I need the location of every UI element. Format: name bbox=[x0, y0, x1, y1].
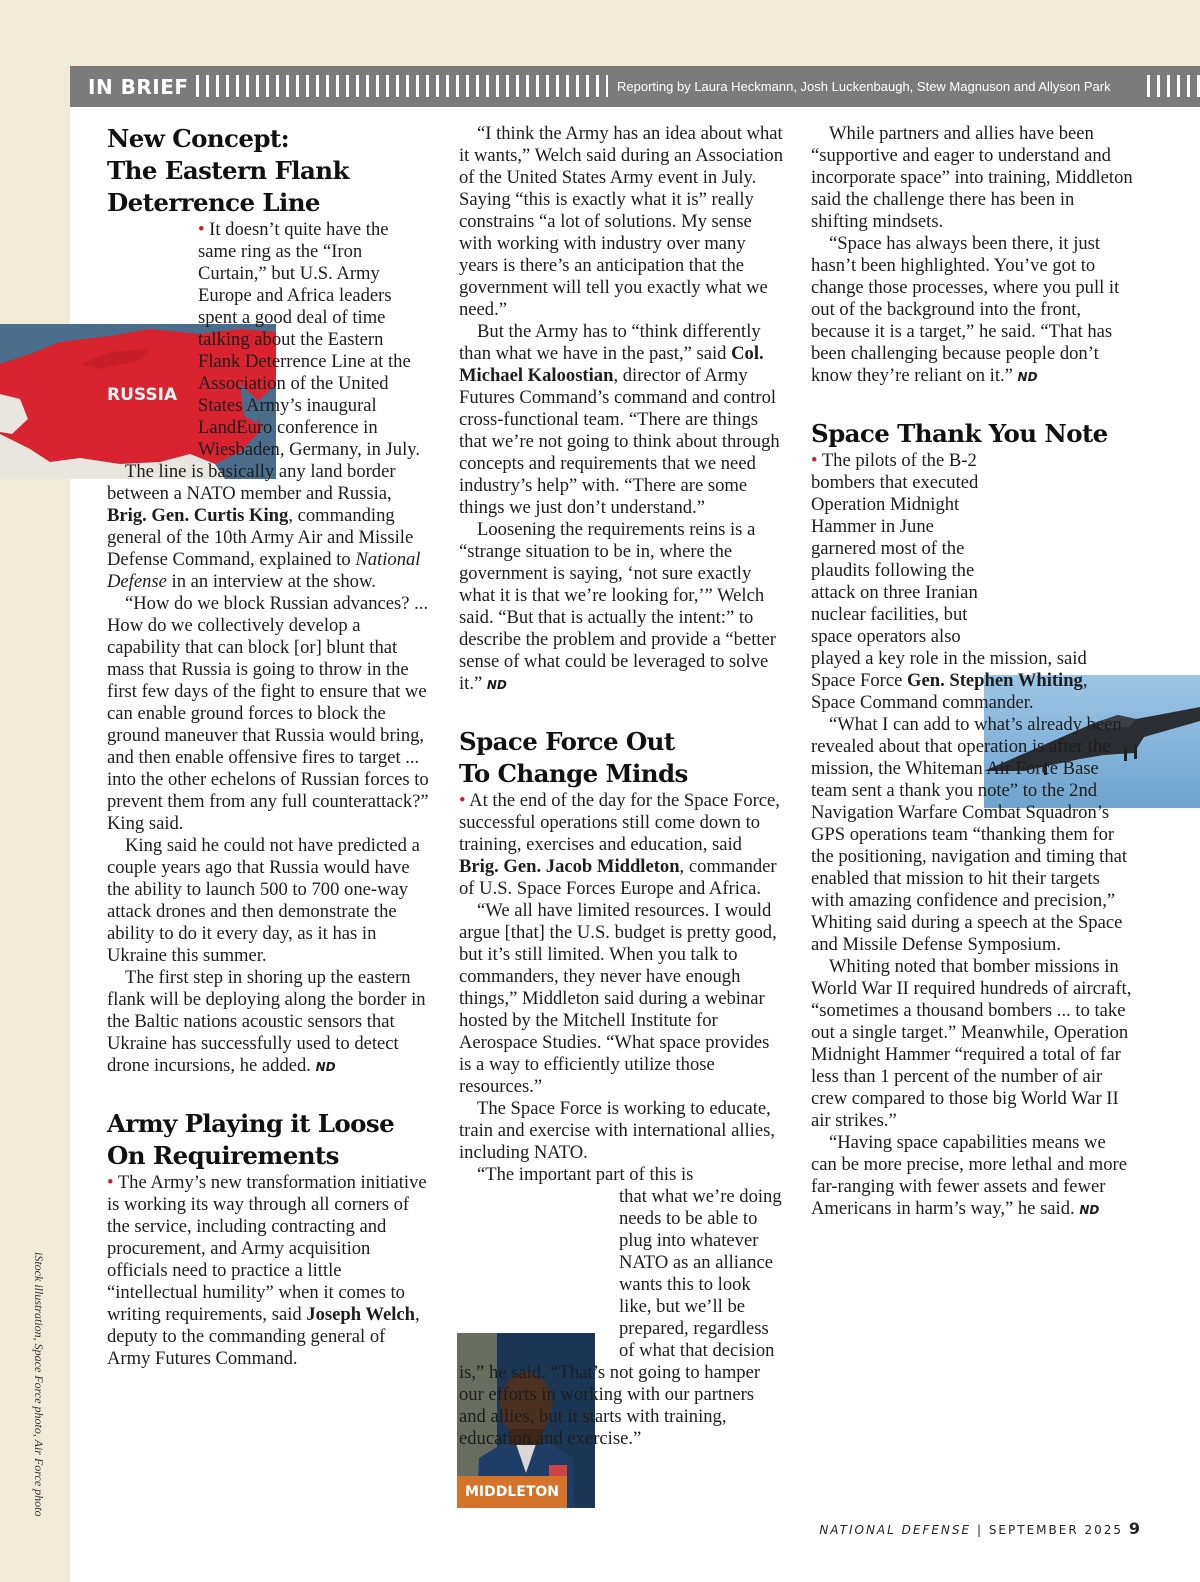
article-paragraph: “The important part of this is bbox=[477, 1164, 694, 1185]
article-end-mark: ND bbox=[1079, 1203, 1100, 1217]
footer-separator: | bbox=[976, 1523, 983, 1537]
article-end-mark: ND bbox=[486, 678, 507, 692]
article-requirements-headline: Army Playing it Loose On Requirements bbox=[107, 1109, 395, 1170]
article-paragraph: The line is basically any land border between a NATO member and Russia, Brig. Gen. Curtis King, commanding general of the 10th Army Air and Missile Defense Command, explained to National Defense in an interview at the show. bbox=[107, 461, 421, 592]
bullet-icon: • bbox=[198, 219, 205, 240]
bullet-icon: • bbox=[811, 450, 818, 471]
article-paragraph: King said he could not have predicted a couple years ago that Russia would have the ability to launch 500 to 700 one-way attack drones and then demonstrate the ability to do it every day, as it has in Ukraine this summer. bbox=[107, 835, 420, 966]
page-number: 9 bbox=[1128, 1519, 1140, 1538]
page-footer bbox=[819, 1519, 1140, 1538]
bullet-icon: • bbox=[107, 1172, 114, 1193]
article-paragraph: “We all have limited resources. I would argue [that] the U.S. budget is pretty good, but it’s still limited. When you talk to commanders, they never have enough things,” Middleton said during a webinar hosted by the Mitchell Institute for Aerospace Studies. “What space provides is a way to efficiently utilize those resources.” bbox=[459, 900, 777, 1097]
article-paragraph: The Space Force is working to educate, train and exercise with international allies, including NATO. bbox=[459, 1098, 775, 1163]
portrait-wrap-spacer bbox=[459, 1186, 619, 1362]
article-paragraph: “Having space capabilities means we can be more precise, more lethal and more far-ranging with fewer assets and fewer Americans in harm’s way,” he said. ND bbox=[811, 1132, 1127, 1219]
b2-wrap-spacer bbox=[983, 494, 1145, 628]
article-thank-you-headline: Space Thank You Note bbox=[811, 419, 1108, 448]
section-banner bbox=[70, 66, 1200, 107]
bullet-icon: • bbox=[459, 790, 466, 811]
column-1 bbox=[107, 123, 429, 1370]
article-paragraph: • It doesn’t quite have the same ring as the “Iron Curtain,” but U.S. Army Europe and Africa leaders spent a good deal of time talking about the Eastern Flank Deterrence Line at the Association of the United States Army’s inaugural LandEuro conference in Wiesbaden, Germany, in July. bbox=[198, 219, 420, 460]
article-eastern-flank-headline: New Concept: The Eastern Flank Deterrence Line bbox=[107, 124, 349, 217]
top-margin bbox=[0, 0, 1200, 66]
banner-bars-decoration bbox=[196, 75, 608, 97]
article-paragraph: “Space has always been there, it just hasn’t been highlighted. You’ve got to change those processes, where you pull it out of the background into the front, because it is a target,” he said. “That has been challenging because people don’t know they’re reliant on it.” ND bbox=[811, 233, 1120, 386]
portrait-caption: MIDDLETON bbox=[457, 1476, 567, 1508]
article-paragraph: • At the end of the day for the Space Force, successful operations still come down to training, exercises and education, said Brig. Gen. Jacob Middleton, commander of U.S. Space Forces Europe and Africa. bbox=[459, 790, 780, 899]
map-label-russia: RUSSIA bbox=[107, 385, 178, 405]
article-paragraph: • The Army’s new transformation initiative is working its way through all corners of the service, including contracting and procurement, and Army acquisition officials need to practice a little “intellectual humility” when it comes to writing requirements, said Joseph Welch, deputy to the commanding general of Army Futures Command. bbox=[107, 1172, 427, 1369]
article-paragraph: Whiting noted that bomber missions in World War II required hundreds of aircraft, “sometimes a thousand bombers ... to take out a single target.” Meanwhile, Operation Midnight Hammer “required a total of far less than 1 percent of the number of air crew compared to those big World War II air strikes.” bbox=[811, 956, 1132, 1131]
issue-date: SEPTEMBER 2025 bbox=[988, 1523, 1124, 1537]
publication-name: NATIONAL DEFENSE bbox=[819, 1523, 972, 1537]
reporting-credits: Reporting by Laura Heckmann, Josh Luckenbaugh, Stew Magnuson and Allyson Park bbox=[617, 79, 1111, 94]
article-space-force-headline: Space Force Out To Change Minds bbox=[459, 727, 688, 788]
article-paragraph: “How do we block Russian advances? ... How do we collectively develop a capability that can block [or] blunt that mass that Russia is going to throw in the first few days of the fight to ensure that we can enable ground forces to block the ground maneuver that Russia would bring, and then enable offensive fires to target ... into the other echelons of Russian forces to prevent them from any full counterattack?” King said. bbox=[107, 593, 429, 834]
article-paragraph: “I think the Army has an idea about what it wants,” Welch said during an Association of the United States Army event in July. Saying “this is exactly what it is” really constrains “a lot of solutions. My sense with working with industry over many years is there’s an anticipation that the government will tell you exactly what we need.” bbox=[459, 123, 784, 320]
article-paragraph: “What I can add to what’s already been revealed about that operation is after the mission, the Whiteman Air Force Base team sent a thank you note” to the 2nd Navigation Warfare Combat Squadron’s GPS operations team “thanking them for the positioning, navigation and timing that enabled that mission to hit their targets with amazing confidence and precision,” Whiting said during a speech at the Space and Missile Defense Symposium. bbox=[811, 714, 1128, 955]
article-paragraph: • The pilots of the B-2 bombers that executed Operation Midnight Hammer in June garnered most of the plaudits following the attack on three Iranian nuclear facilities, but space operators also played a key role in the mission, said Space Force Gen. Stephen Whiting, Space Command commander. bbox=[811, 450, 1088, 713]
article-paragraph: The first step in shoring up the eastern flank will be deploying along the border in the Baltic nations acoustic sensors that Ukraine has successfully used to detect drone incursions, he added. ND bbox=[107, 967, 426, 1076]
section-label: IN BRIEF bbox=[88, 75, 189, 99]
map-wrap-spacer bbox=[0, 307, 198, 461]
article-paragraph: that what we’re doing needs to be able to plug into whatever NATO as an alliance wants this to look like, but we’ll be prepared, regardless of what that decision is,” he said. “That’s not going to hamper our efforts in working with our partners and allies, but it starts with training, education and exercise.” bbox=[459, 1186, 782, 1449]
column-3 bbox=[811, 123, 1133, 1221]
article-paragraph: While partners and allies have been “supportive and eager to understand and incorporate space” into training, Middleton said the challenge there has been in shifting mindsets. bbox=[811, 123, 1133, 232]
column-2 bbox=[459, 123, 784, 1450]
article-paragraph: Loosening the requirements reins is a “strange situation to be in, where the government is saying, ‘not sure exactly what it is that we’re looking for,’” Welch said. “But that is actually the intent:” to describe the problem and provide a “better sense of what could be leveraged to solve it.” ND bbox=[459, 519, 776, 694]
banner-bars-decoration-end bbox=[1147, 75, 1200, 97]
article-paragraph: But the Army has to “think differently than what we have in the past,” said Col. Michael Kaloostian, director of Army Futures Command’s command and control cross-functional team. “There are things that we’re not going to think about through concepts and requirements that we need industry’s help” with. “There are some things we just don’t understand.” bbox=[459, 321, 780, 518]
photo-credit: iStock illustration, Space Force photo, Air Force photo bbox=[32, 1252, 46, 1517]
article-end-mark: ND bbox=[1017, 370, 1038, 384]
article-end-mark: ND bbox=[315, 1060, 336, 1074]
